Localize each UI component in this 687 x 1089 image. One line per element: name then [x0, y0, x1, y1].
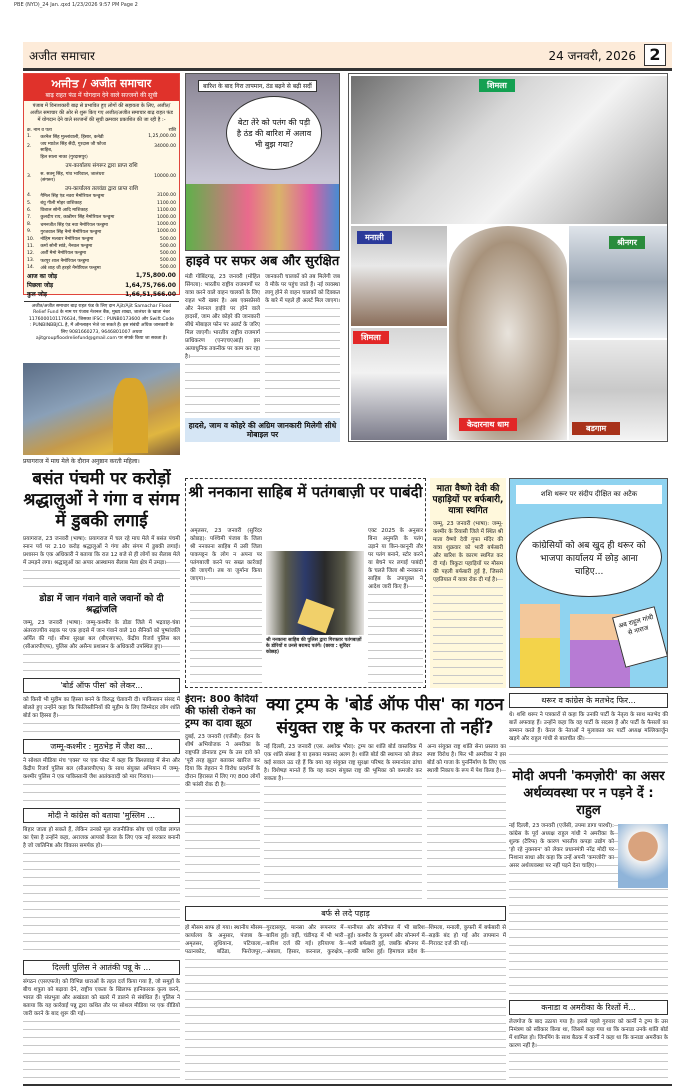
- photo-srinagar: [569, 226, 667, 338]
- table-cell: 8.: [27, 222, 32, 228]
- table-cell: 3100.00: [157, 193, 176, 199]
- highway-body: मंडी गोबिंदगढ़, 23 जनवरी (मोहित सिंगला): भारतीय राष्ट्रीय राजमार्गों पर यात्रा करने वाले वाहन चालकों के लिए राहत भरी खबर है। अब एक्सप्रेसवे और नेशनल हाईवे पर होने वाले हादसों, जाम और कोहरे की जानकारी सीधे मोबाइल फोन पर अलर्ट के जरिए मिल जाएगी। भारतीय राष्ट्रीय राजमार्ग प्राधिकरण (एनएचएआई) इस अत्याधुनिक तकनीक पर काम कर रहा है।: [185, 273, 260, 415]
- donor-row: [24, 235, 179, 242]
- logo-separator: /: [82, 77, 87, 90]
- cartoon-characters: [186, 184, 340, 251]
- rahul-body: नई दिल्ली, 23 जनवरी (एजेंसी, उपमा डागा पारथी): कांग्रेस के पूर्व अध्यक्ष राहुल गांधी ने अमरीका के शुल्क (टैरिफ) के कारण भारतीय कपड़ा उद्योग को 'हो रहे नुकसान' को लेकर प्रधानमंत्री नरेंद्र मोदी पर निशाना साधा और कहा कि उन्हें अपनी 'कमजोरी' का असर अर्थव्यवस्था पर नहीं पड़ने देना चाहिए।: [509, 822, 668, 997]
- print-slug: PBE (NYD)_24 Jan..qxd 1/23/2026 9:57 PM Page 2: [14, 2, 138, 8]
- table-cell: [24, 154, 37, 161]
- cartoon2-speech-bubble: [516, 517, 662, 597]
- vaishno-body: जम्मू, 23 जनवरी (भाषा): जम्मू-कश्मीर के रियासी जिले में स्थित श्री माता वैष्णो देवी गुफा मंदिर की यात्रा शुक्रवार को भारी बर्फबारी और बारिश के कारण स्थगित कर दी गई। त्रिकुटा पहाड़ियों पर मौसम की पहली बर्फबारी हुई है, जिससे एहतियात में यात्रा रोक दी गई है।: [433, 520, 503, 688]
- table-cell: 1,75,800.00: [135, 272, 176, 280]
- trump-columns: [264, 743, 506, 902]
- trump-body-2: अन्य संयुक्त राष्ट्र शांति सेना प्रस्ताव का स्पष्ट विरोध है। फिर भी अमरीका ने इस बोर्ड को गाजा के पुनर्निर्माण के लिए एक स्थायी निकाय के रूप में पेश किया है।: [427, 743, 506, 902]
- vaishno-story: [430, 478, 506, 688]
- table-cell: गैमिल सिंह एंड नवरा मैमोरियल फन्डुमा: [40, 193, 105, 199]
- nankana-story: [185, 478, 426, 688]
- donor-row: [24, 192, 179, 199]
- table-cell: नोहिम मलवार नैमोरियल फन्डुमा: [40, 237, 94, 243]
- brief-jk-title: जम्मू-कश्मीर : मुठभेड़ में जैश का...: [23, 739, 180, 754]
- table-cell: विशाल सोनी आदि माशिकाह: [40, 208, 88, 214]
- photo-badgam: [569, 340, 667, 440]
- cartoon-speech: बेटा तेरे को पतंग की पड़ी है ठंड की बारिश में अलाव भी बुझ गया?: [236, 117, 312, 149]
- donor-table: [24, 126, 179, 299]
- newspaper-sign: अब राहुल गांधी से नाराज: [612, 606, 668, 668]
- tharoor-brief-title: थरूर व कांग्रेस के मतभेद फिर...: [509, 693, 668, 708]
- table-cell: चमनजीत सिंह एंड नवा नैमोरियल फन्डुमा: [40, 222, 108, 228]
- table-cell: गुरजवाल सिंह नैमो मैमोरियल फन्डुमा: [40, 229, 102, 235]
- highway-columns: [185, 273, 340, 415]
- canada-brief-title: कनाडा व अमरीका के रिश्तों में...: [509, 1000, 668, 1015]
- basant-headline: बसंत पंचमी पर करोड़ों श्रद्धालुओं ने गंगा व संगम में डुबकी लगाई: [23, 469, 180, 531]
- cartoon-speech-bubble: [226, 96, 322, 170]
- table-cell: 4.: [27, 193, 32, 199]
- trump-headline: क्या ट्रम्प के 'बोर्ड ऑफ पीस' का गठन संयुक्त राष्ट्र के पर कतरना तो नहीं?: [266, 695, 504, 738]
- vaishno-headline: माता वैष्णो देवी की पहाड़ियों पर बर्फबारी, यात्रा स्थगित: [432, 484, 504, 516]
- highway-highlight: हादसे, जाम व कोहरे की अग्रिम जानकारी मिलेगी सीधे मोबाइल पर: [185, 418, 340, 442]
- total-row: [24, 281, 179, 290]
- trump-body: नई दिल्ली, 23 जनवरी (एस. अशोक भौरा): ट्रम्प का शांति बोर्ड वास्तविक में एक शांति संस्था है या इसका मकसद अलग है। शांति बोर्ड की स्थापना को लेकर कई सवाल उठ रहे हैं कि क्या यह संयुक्त राष्ट्र सुरक्षा परिषद के समानांतर ढांचा है। विशेषज्ञ मानते हैं कि यह कदम संयुक्त राष्ट्र की भूमिका को कमजोर कर सकता है।: [264, 743, 422, 902]
- table-cell: 11.: [27, 243, 35, 249]
- left-column-stories: [23, 469, 180, 1082]
- table-cell: 1000.00: [157, 214, 176, 220]
- issue-date: 24 जनवरी, 2026: [548, 48, 636, 63]
- total-row: [24, 271, 179, 280]
- total-row: [24, 290, 179, 299]
- donor-row: [24, 140, 179, 153]
- weather-cartoon: [185, 73, 340, 251]
- fund-intro: पंजाब में विनाशकारी बाढ़ से प्रभावित हुए लोगों की सहायता के लिए, अजीत/अजीत समाचार की ओर से शुरू किए गए अजीत/अजीत समाचार बाढ़ राहत फंड में योगदान देने वाले सज्जनों की सूची क्रमवार प्रकाशित की जा रही है :-: [30, 103, 173, 123]
- brief-pannun-body: संगठन (एसएफजे) को विभिन्न धाराओं के तहत दर्ज किया गया है, जो समूहों के बीच शत्रुता को बढ़ावा देने, राष्ट्रीय एकता के खिलाफ हानिकारक कृत्य करने, भारत की संप्रभुता और अखंडता को खतरे में डालने से संबंधित हैं। पुलिस ने बताया कि यह कार्रवाई पन्नू द्वारा कथित तौर पर सोशल मीडिया पर एक वीडियो जारी करने के बाद शुरू की गई।: [23, 978, 180, 1082]
- snow-story-title: बर्फ से लदे पहाड़: [185, 906, 506, 921]
- table-cell: 500.00: [159, 265, 176, 271]
- publication-name: अजीत समाचार: [29, 48, 95, 63]
- snow-photo-collage: [348, 73, 668, 442]
- tharoor-brief-body: थे। शशि थरूर ने पत्रकारों से कहा कि उनकी पार्टी के नेतृत्व के साथ मतभेद की बातें अफवाह हैं। उन्होंने कहा कि वह पार्टी के सदस्य हैं और पार्टी के फैसलों का सम्मान करते हैं। केरल के नेताओं ने मुलाकात कर पार्टी अध्यक्ष मल्लिकार्जुन खड़गे और राहुल गांधी से बातचीत की।: [509, 711, 668, 765]
- fund-subtitle: बाढ़ राहत फंड में योगदान देने वाले सज्जनों की सूची: [45, 92, 158, 99]
- table-cell: 34000.00: [154, 144, 176, 150]
- label-manali: मनाली: [357, 231, 392, 244]
- table-cell: फरपुर शाल नैमोरियल फन्डुमा: [40, 258, 89, 264]
- photo-manali: [351, 226, 447, 326]
- doda-headline: डोडा में जान गंवाने वाले जवानों को दी श्रद्धांजलि: [39, 594, 164, 615]
- arrested-kite-flyers-photo: [266, 551, 364, 635]
- table-cell: 1.: [27, 134, 32, 140]
- flood-relief-fund-box: [23, 73, 180, 342]
- fund-footer: अजीत/अजीत समाचार बाढ़ राहत फंड के लिए दान Ajit/Ajit Samachar Flood Relief Fund के नाम पर पंजाब नेशनल बैंक, मुख्य शाखा, जालंधर के खाता नंबर 1176000101176634, जिसका IFSC : PUNB0173600 और Swift Code : PUNBINBBJCL है, में ऑनलाइन भेजे जा सकते हैं। इस संबंधी अधिक जानकारी के लिए 9081660273, 9646801007 अथवा ajitgroupfloodreliefund@gmail.com पर संपर्क किया जा सकता है।: [24, 301, 179, 345]
- page-number: 2: [644, 44, 666, 66]
- table-cell: जय म्याटेल सिंह सैंदी, गुरदास जी फौजा साहिब,: [40, 141, 106, 153]
- table-cell: 9.: [27, 229, 32, 235]
- tharoor-cartoon: [509, 478, 668, 688]
- table-cell: 5.: [27, 200, 32, 206]
- table-header: [24, 126, 179, 133]
- donor-row: [24, 228, 179, 235]
- table-cell: [24, 161, 179, 170]
- section-heading: उप-कार्यालय तलवंडा द्वारा प्राप्त राशि: [64, 185, 139, 192]
- donor-row: [24, 207, 179, 214]
- brief-modi-title: मोदी ने कांग्रेस को बताया 'मुस्लिम ...: [23, 808, 180, 823]
- nankana-headline: श्री ननकाना साहिब में पतंगबाज़ी पर पाबंदी: [188, 483, 423, 501]
- logo-hindi: अजीत समाचार: [90, 77, 152, 90]
- table-cell: कुलदीप राय, कान्नीगर सिंह नैमोरियल फन्डुमा: [40, 215, 115, 221]
- table-cell: 500.00: [159, 250, 176, 256]
- table-cell: 7.: [27, 214, 32, 220]
- cartoon2-title: शशि थरूर पर संदीप दीक्षित का अटैक: [516, 485, 662, 504]
- table-cell: राशि: [168, 127, 176, 133]
- section-heading: उप-कार्यालय संगरूर द्वारा प्राप्त राशि: [65, 163, 138, 170]
- donor-row: [24, 257, 179, 264]
- table-cell: हिल साला नाका (गुरदासपुर): [40, 155, 88, 161]
- highway-headline: हाइवे पर सफर अब और सुरक्षित: [185, 254, 340, 269]
- highway-body-2: जानकारी चालकों को तब मिलेगी जब वे मौके पर पहुंच जाते हैं। नई व्यवस्था लागू होने से वाहन चालकों को दिक्कत के बारे में पहले ही अलर्ट मिल जाएगा।: [265, 273, 340, 415]
- trump-story: [264, 694, 506, 902]
- iran-headline: ईरान: 800 कैदियों की फांसी रोकने का ट्रम्प का दावा झूठा: [185, 694, 258, 729]
- table-cell: 500.00: [159, 236, 176, 242]
- table-cell: [24, 183, 179, 192]
- table-cell: 14.: [27, 265, 35, 271]
- donor-row: [24, 264, 179, 271]
- page-header: [23, 42, 672, 68]
- donor-row: [24, 221, 179, 228]
- donor-row: [24, 243, 179, 250]
- brief-jk-body: ने सोशल मीडिया मंच 'एक्स' पर एक पोस्ट में कहा कि किश्तवाड़ में सेना और केंद्रीय रिजर्व पुलिस बल (सीआरपीएफ) के साथ संयुक्त अभियान में जम्मू-कश्मीर पुलिस ने एक पाकिस्तानी जैश आतंकवादी को मार गिराया।: [23, 757, 180, 805]
- table-cell: 1000.00: [157, 229, 176, 235]
- table-cell: 6.: [27, 207, 32, 213]
- table-cell: 500.00: [159, 243, 176, 249]
- table-cell: कुल जोड़: [27, 291, 47, 299]
- cartoon-title: बारिश के बाद गिरा तापमान, ठंड बढ़ने से बढ़ी सर्दी: [198, 80, 317, 92]
- label-shimla-1: शिमला: [479, 79, 515, 92]
- donor-row: [24, 133, 179, 140]
- donor-row: [24, 250, 179, 257]
- table-cell: कर्मा सोनी सांडे, नैनवल फन्डुमा: [40, 244, 93, 250]
- donor-row: [24, 200, 179, 207]
- table-cell: क्र. नाम व पता: [27, 127, 52, 133]
- photo-caption: प्रयागराज में माघ मेले के दौरान अनुष्ठान करती महिला।: [23, 458, 140, 465]
- table-cell: करनैल सिंह मुल्लांवाली, हिंसार, कनेडी: [40, 134, 104, 140]
- basant-body: प्रयागराज, 23 जनवरी (भाषा): प्रयागराज में चल रहे माघ मेले में बसंत पंचमी स्नान पर्व पर 2.10 करोड़ श्रद्धालुओं ने गंगा और संगम में डुबकी लगाई। प्रशासन के एक अधिकारी ने बताया कि रात 12 बजे से ही लोगों का सैलाब मेले में उमड़ने लगा। श्रद्धालुओं का अपार आस्थामय सैलाब मेला क्षेत्र में उमड़ा।: [23, 535, 180, 591]
- brief-modi-body: बिहार जाता हो सकते हैं, लेकिन उनको मूल राजनीतिक सोच एवं एजेंडा लागत का ऐसा है उन्होंने कहा, अराजक आपको केरल के लिए एक नई सरकार बनानी है जो जातिनिष्ठ और विकास समर्पक हो।: [23, 826, 180, 957]
- table-cell: 2.: [27, 144, 32, 150]
- kite-icon: [297, 599, 334, 634]
- table-cell: 1000.00: [157, 222, 176, 228]
- woman-figure: [113, 378, 148, 453]
- iran-story: [185, 694, 260, 902]
- table-cell: 12.: [27, 250, 35, 256]
- label-kedarnath: केदारनाथ धाम: [459, 418, 517, 431]
- label-badgam: बडगाम: [572, 422, 620, 435]
- table-cell: स. सतनू सिंह, गांव भारिवाल, जालंधरा (संगरूर): [40, 171, 105, 183]
- donor-row: [24, 214, 179, 221]
- man-figure-left: [520, 604, 560, 688]
- label-srinagar: श्रीनगर: [609, 236, 645, 249]
- table-cell: 3.: [27, 174, 32, 180]
- doda-body: जम्मू, 23 जनवरी (भाषा): जम्मू-कश्मीर के डोडा जिले में भद्रवाह-चंबा अंतरराज्यीय सड़क पर एक हादसे में जान गंवाने वाले 10 सैनिकों को पुष्पांजलि अर्पित की गई। सीमा सुरक्षा बल (बीएसएफ), केंद्रीय रिजर्व पुलिस बल (सीआरपीएफ), पुलिस और असैन्य प्रशासन के अधिकारी उपस्थित हुए।: [23, 619, 180, 675]
- nankana-body-2: एक्ट 2025 के अनुसार बिना अनुमति के पतंग उड़ाने या किन-कानूनी तौर पर पतंग बनाने, स्टोर करने या बेचने पर लगाई पाबंदी के चलते जिला श्री ननकाना साहिब के उपायुक्त ने आदेश जारी किए हैं।: [368, 527, 423, 685]
- cartoon2-speech: कांग्रेसियों को अब खुद ही थरूर को भाजपा कार्यालय में छोड़ आना चाहिए...: [532, 540, 646, 577]
- footer-rule: [23, 1084, 672, 1086]
- right-column-stories: [509, 693, 668, 1082]
- header-rule: [23, 68, 672, 71]
- table-cell: अर्शी मैमो नैमोरियल फन्डुमा: [40, 251, 87, 257]
- label-shimla-2: शिमला: [353, 331, 389, 344]
- nankana-photo-caption: श्री ननकाना साहिब की पुलिस द्वारा गिरफ्तार पतंगबाज़ों के डोरियों व उनसे बरामद पतंगें। (छाया : सुरिंदर कोछड़): [266, 638, 362, 655]
- brief-board-of-peace-body: को किसी भी मुहीम का हिस्सा बनने के विरुद्ध चेतावनी दी। पाकिस्तान संसद में बोलते हुए उन्होंने कहा कि फिलिस्तीनियों की मुहीम के लिए जिम्मेदार लोग शांति बोर्ड का हिस्सा हैं।: [23, 696, 180, 736]
- table-cell: 1100.00: [157, 207, 176, 213]
- table-cell: 1,25,000.00: [148, 134, 176, 140]
- donor-row: [24, 170, 179, 183]
- donor-row: [24, 154, 179, 161]
- nankana-body: अमृतसर, 23 जनवरी (सुरिंदर कोछड़): पश्चिमी पंजाब के जिला श्री ननकाना साहिब में उसी जिला पाकपट्टन के लोग न अपना पर पतंगबाजी करने पर सख्त कार्रवाई की जाएगी। तब या जुर्माना किया जाएगा।: [190, 527, 262, 685]
- rahul-headline: मोदी अपनी 'कमज़ोरी' का असर अर्थव्यवस्था पर न पड़ने दें : राहुल: [512, 769, 665, 818]
- table-cell: 13.: [27, 258, 35, 264]
- table-cell: 500.00: [159, 258, 176, 264]
- rahul-gandhi-photo: [618, 824, 668, 888]
- highway-story: [185, 254, 340, 442]
- table-cell: 1,66,51,566.00: [125, 290, 176, 298]
- iran-body: दुबई, 23 जनवरी (एजेंसी): ईरान के शीर्ष अभियोजक ने अमरीका के राष्ट्रपति डोनाल्ड ट्रम्प के उस दावे को 'पूरी तरह झूठा' बताकर खारिज कर दिया कि तेहरान ने विरोध प्रदर्शनों के दौरान हिरासत में लिए गए 800 लोगों की फांसी रोक दी है।: [185, 733, 260, 902]
- table-cell: 10.: [27, 236, 35, 242]
- snow-story-body: हो मौसम साफ हो गया। स्थानीय मौसम कार्यालय के अनुसार, पंजाब के अमृतसर, लुधियाना, पटियाला, पठानकोट, बठिंडा, फिरोजपुर, गुरदासपुर, मानसा और रूपनगर में बारिश हुई। वहीं, चंडीगढ़ में भी भारी बारिश दर्ज की गई। हरियाणा के अंबाला, हिसार, करनाल, कुरुक्षेत्र, पानीपत और सोनीपत में भी बारिश हुई। कश्मीर के गुलमर्ग और सोनमर्ग में भारी बर्फबारी हुई, जबकि श्रीनगर में हल्की बारिश हुई। हिमाचल प्रदेश के शिमला, मनाली, कुफरी में बर्फबारी से सड़कें बंद हो गईं और तापमान में गिरावट दर्ज की गई।: [185, 924, 506, 1082]
- table-cell: [122, 154, 179, 161]
- brief-board-of-peace-title: 'बोर्ड ऑफ पीस' को लेकर...: [23, 678, 180, 693]
- table-cell: 1100.00: [157, 200, 176, 206]
- table-cell: 10000.00: [154, 174, 176, 180]
- fund-header: [24, 74, 179, 101]
- canada-brief-body: लेजगोज के बाद उठाया गया है। इससे पहले गुरुवार को कार्नी ने ट्रम्प के उस निमंत्रण को स्वीकार किया था, जिसमें कहा गया था कि कनाडा उनके शांति बोर्ड में शामिल हो। जिनपिंग के साथ बैठक में कार्नी ने कहा था कि कनाडा अमरीका के कारण नहीं है।: [509, 1018, 668, 1082]
- brief-pannun-title: दिल्ली पुलिस ने आतंकी पन्नू के ...: [23, 960, 180, 975]
- table-cell: अंबे शाह जी हरहरे नैमोरियल फन्डुमा: [40, 265, 101, 271]
- magh-mela-photo: [23, 363, 180, 455]
- photo-kedarnath: [449, 226, 567, 440]
- photo-shimla-1: [351, 76, 667, 224]
- logo-punjabi: ਅਜੀਤ: [51, 77, 79, 90]
- table-cell: पिछला जोड़: [27, 282, 54, 290]
- table-cell: 1,64,75,766.00: [125, 281, 176, 289]
- photo-shimla-2: [351, 328, 447, 440]
- table-cell: आज का जोड़: [27, 272, 58, 280]
- table-cell: बंधु गीली मोहर वाशिकाह: [40, 201, 82, 207]
